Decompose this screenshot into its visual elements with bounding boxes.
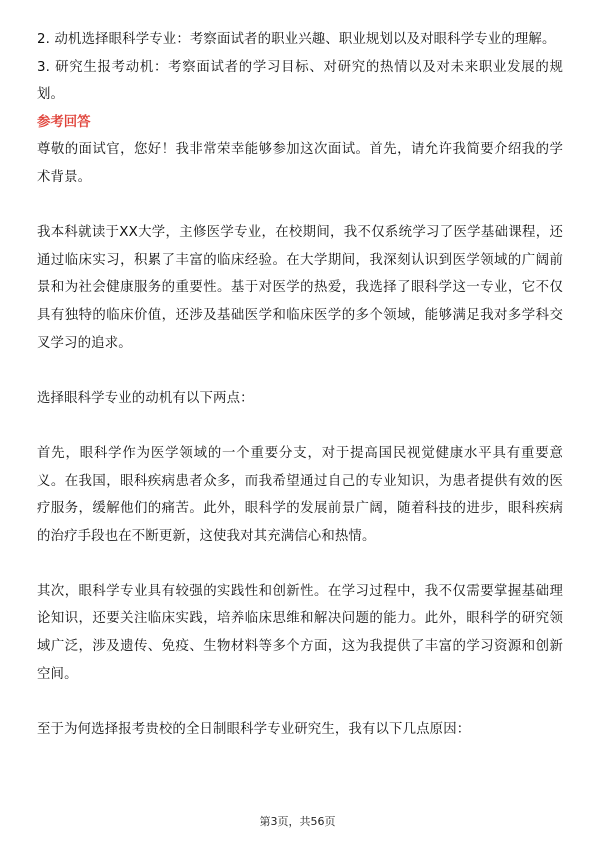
paragraph-first-reason: 首先，眼科学作为医学领域的一个重要分支，对于提高国民视觉健康水平具有重要意义。在我国，眼科疾病患者众多，而我希望通过自己的专业知识，为患者提供有效的医疗服务，缓解他们的痛苦。此外，眼科学的发展前景广阔，随着科技的进步，眼科疾病的治疗手段也在不断更新，这使我对其充满信心和热情。 [37,445,563,544]
paragraph-school-choice: 至于为何选择报考贵校的全日制眼科学专业研究生，我有以下几点原因： [37,721,471,737]
reference-answer-heading: 参考回答 [37,114,91,130]
paragraph-second-reason: 其次，眼科学专业具有较强的实践性和创新性。在学习过程中，我不仅需要掌握基础理论知识，还要关注临床实践，培养临床思维和解决问题的能力。此外，眼科学的研究领域广泛，涉及遗传、免疫、生物材料等多个方面，这为我提供了丰富的学习资源和创新空间。 [37,583,563,682]
paragraph-greeting: 尊敬的面试官，您好！我非常荣幸能够参加这次面试。首先，请允许我简要介绍我的学术背景。 [37,142,563,185]
paragraph-spacer [37,412,563,440]
paragraph-background: 我本科就读于XX大学，主修医学专业，在校期间，我不仅系统学习了医学基础课程，还通过临床实习，积累了丰富的临床经验。在大学期间，我深刻认识到医学领域的广阔前景和为社会健康服务的重要性。基于对医学的热爱，我选择了眼科学这一专业，它不仅具有独特的临床价值，还涉及基础医学和临床医学的多个领域，能够满足我对多学科交叉学习的追求。 [37,225,563,351]
list-item-3: 3. 研究生报考动机：考察面试者的学习目标、对研究的热情以及对未来职业发展的规划。 [37,59,563,103]
list-item-2: 2. 动机选择眼科学专业：考察面试者的职业兴趣、职业规划以及对眼科学专业的理解。 [37,32,556,47]
paragraph-spacer [37,192,563,220]
page-number-footer: 第3页，共56页 [259,815,336,828]
paragraph-motivation-intro: 选择眼科学专业的动机有以下两点： [37,390,254,406]
paragraph-spacer [37,550,563,578]
paragraph-spacer [37,357,563,385]
paragraph-spacer [37,688,563,716]
page-content [37,26,563,743]
